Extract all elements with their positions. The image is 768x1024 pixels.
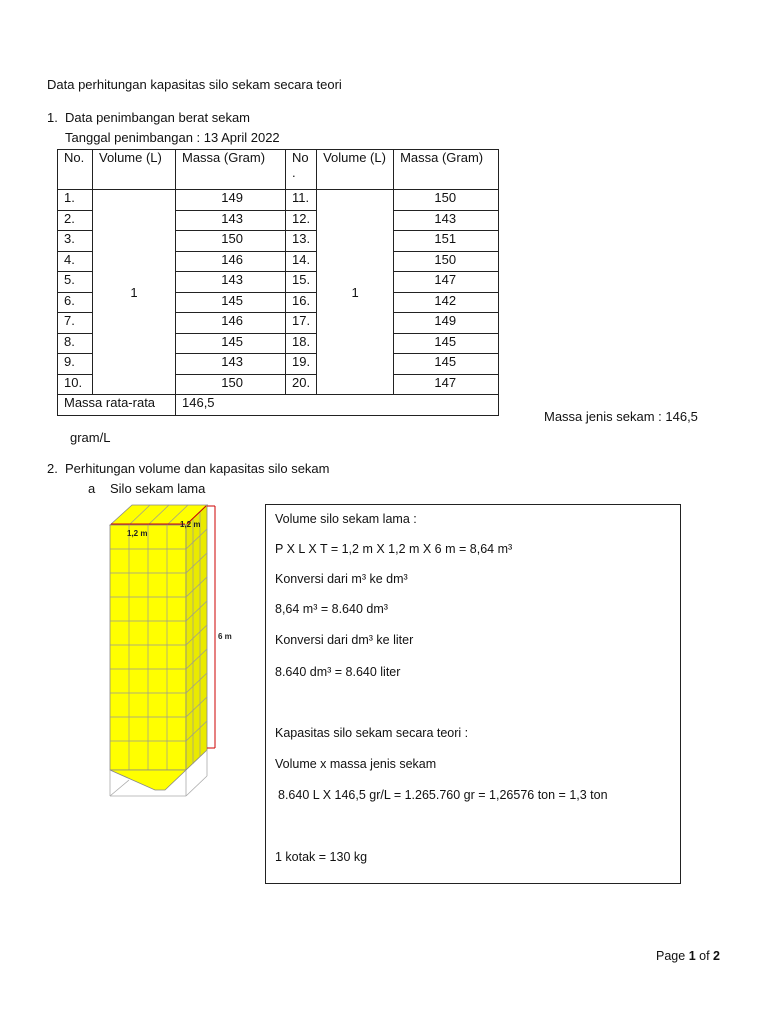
row-massa-left: 145: [176, 333, 286, 354]
page-indicator: [656, 948, 720, 964]
row-no-right: 18.: [286, 333, 317, 354]
header-volume-right: Volume (L): [317, 150, 394, 190]
massa-jenis-unit: gram/L: [70, 430, 111, 445]
row-no-right: 13.: [286, 231, 317, 252]
header-no-right: No .: [286, 150, 317, 190]
section1-title: Data penimbangan berat sekam: [65, 110, 251, 125]
width-label: 1,2 m: [127, 529, 148, 538]
row-massa-right: 150: [394, 190, 499, 211]
average-row: [58, 395, 499, 416]
weighing-date: Tanggal penimbangan : 13 April 2022: [65, 130, 280, 145]
calc-line-8: Volume x massa jenis sekam: [275, 757, 437, 771]
page-total: 2: [713, 949, 720, 963]
row-massa-left: 146: [176, 251, 286, 272]
silo-side-face: [186, 505, 207, 770]
calc-line-9: 8.640 L X 146,5 gr/L = 1.265.760 gr = 1,26576 ton = 1,3 ton: [278, 788, 608, 802]
row-no-right: 15.: [286, 272, 317, 293]
average-label: Massa rata-rata: [58, 395, 176, 416]
row-no-right: 12.: [286, 210, 317, 231]
row-no-right: 11.: [286, 190, 317, 211]
row-no-left: 7.: [58, 313, 93, 334]
row-no-left: 10.: [58, 374, 93, 395]
row-massa-right: 143: [394, 210, 499, 231]
section1-number: 1.: [47, 110, 58, 125]
row-no-left: 9.: [58, 354, 93, 375]
height-label: 6 m: [218, 632, 232, 641]
row-massa-left: 145: [176, 292, 286, 313]
row-no-right: 16.: [286, 292, 317, 313]
massa-jenis-text: Massa jenis sekam : 146,5: [544, 409, 698, 424]
calc-line-5: Konversi dari dm³ ke liter: [275, 633, 414, 647]
volume-left-cell: 1: [93, 190, 176, 395]
row-no-left: 6.: [58, 292, 93, 313]
row-massa-right: 150: [394, 251, 499, 272]
row-no-left: 4.: [58, 251, 93, 272]
sub-letter: a: [88, 481, 96, 496]
calc-line-6: 8.640 dm³ = 8.640 liter: [275, 665, 401, 679]
silo-illustration: [109, 500, 249, 800]
row-massa-left: 150: [176, 231, 286, 252]
row-massa-right: 149: [394, 313, 499, 334]
silo-funnel: [110, 770, 186, 790]
page-of: of: [699, 949, 710, 963]
row-no-right: 20.: [286, 374, 317, 395]
header-massa-right: Massa (Gram): [394, 150, 499, 190]
row-massa-right: 151: [394, 231, 499, 252]
document-title: Data perhitungan kapasitas silo sekam secara teori: [47, 77, 342, 92]
row-no-right: 17.: [286, 313, 317, 334]
header-volume-left: Volume (L): [93, 150, 176, 190]
section2-number: 2.: [47, 461, 58, 476]
row-massa-right: 142: [394, 292, 499, 313]
header-no-left: No.: [58, 150, 93, 190]
calc-line-3: Konversi dari m³ ke dm³: [275, 572, 408, 586]
row-massa-left: 143: [176, 210, 286, 231]
calc-line-4: 8,64 m³ = 8.640 dm³: [275, 602, 388, 616]
sub-title: Silo sekam lama: [110, 481, 206, 496]
row-no-left: 5.: [58, 272, 93, 293]
calc-line-10: 1 kotak = 130 kg: [275, 850, 368, 864]
calc-line-2: P X L X T = 1,2 m X 1,2 m X 6 m = 8,64 m³: [275, 542, 513, 556]
row-massa-left: 143: [176, 354, 286, 375]
header-massa-left: Massa (Gram): [176, 150, 286, 190]
row-massa-right: 147: [394, 272, 499, 293]
calculation-box: [265, 504, 681, 884]
row-no-left: 1.: [58, 190, 93, 211]
average-value: 146,5: [176, 395, 499, 416]
depth-label: 1,2 m: [180, 520, 201, 529]
weighing-table: [57, 149, 499, 416]
calc-line-1: Volume silo sekam lama :: [275, 512, 417, 526]
section2-title: Perhitungan volume dan kapasitas silo sekam: [65, 461, 330, 476]
row-massa-left: 150: [176, 374, 286, 395]
row-massa-right: 145: [394, 333, 499, 354]
row-no-left: 8.: [58, 333, 93, 354]
row-massa-left: 149: [176, 190, 286, 211]
row-no-right: 14.: [286, 251, 317, 272]
calc-line-7: Kapasitas silo sekam secara teori :: [275, 726, 469, 740]
row-massa-left: 146: [176, 313, 286, 334]
volume-right-cell: 1: [317, 190, 394, 395]
row-no-left: 3.: [58, 231, 93, 252]
table-header-row: [58, 150, 499, 190]
row-massa-left: 143: [176, 272, 286, 293]
row-massa-right: 145: [394, 354, 499, 375]
row-no-right: 19.: [286, 354, 317, 375]
table-row: [58, 190, 499, 211]
row-massa-right: 147: [394, 374, 499, 395]
page-number: 1: [688, 949, 696, 963]
page-prefix: Page: [656, 949, 686, 963]
row-no-left: 2.: [58, 210, 93, 231]
